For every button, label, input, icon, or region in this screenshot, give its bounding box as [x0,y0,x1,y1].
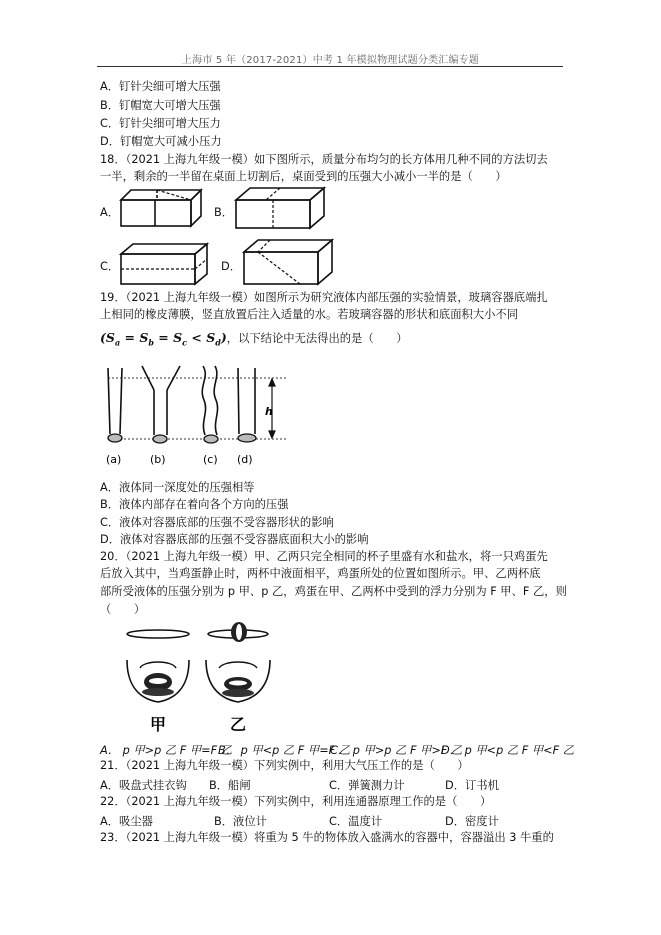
q22-option-d: D．密度计 [445,815,499,828]
q19-stem-line1: 19．（2021 上海九年级一模）如图所示为研究液体内部压强的实验情景，玻璃容器底端扎 [100,291,548,304]
q20-option-b: B． p 甲<p 乙 F 甲=F 乙 [218,744,351,757]
q18-stem-line2: 一半，剩余的一半留在桌面上切割后，桌面受到的压强大小减小一半的是（ ） [100,170,507,183]
q21-option-b: B．船闸 [209,779,251,792]
q22-option-b: B．液位计 [214,815,267,828]
q20-stem-line3: 部所受液体的压强分别为 p 甲、p 乙，鸡蛋在甲、乙两杯中受到的浮力分别为 F 甲、F 乙，则 [100,585,567,598]
page-header: 上海市 5 年（2017-2021）中考 1 年模拟物理试题分类汇编专题 [181,55,480,66]
q18-label-c: C． [100,260,120,273]
q21-option-c: C．弹簧测力计 [329,779,405,792]
q18-box-c-figure [117,240,217,290]
q19-stem-line3 [100,331,408,350]
q19-fig-label-a: (a) [106,453,122,466]
q17-option-a: A．钉针尖细可增大压强 [100,80,221,93]
q19-stem-line3-text: ，以下结论中无法得出的是（ ） [226,332,408,345]
q20-fig-label-yi: 乙 [230,715,247,734]
q22-option-c: C．温度计 [329,815,383,828]
q19-option-d: D．液体对容器底部的压强不受容器底面积大小的影响 [100,533,369,546]
q18-box-d-figure [240,236,340,290]
q17-option-b: B．钉帽宽大可增大压强 [100,99,221,112]
q22-option-a: A．吸尘器 [100,815,153,828]
q20-stem-line1: 20．（2021 上海九年级一模）甲、乙两只完全相同的杯子里盛有水和盐水，将一只鸡蛋先 [100,550,548,563]
q18-label-a: A． [100,206,120,219]
q19-fig-label-d: (d) [237,453,253,466]
q22-stem: 22．（2021 上海九年级一模）下列实例中，利用连通器原理工作的是（ ） [100,795,492,808]
q20-stem-line4: （ ） [100,603,146,616]
q19-fig-label-c: (c) [203,453,218,466]
q18-label-b: B． [214,206,234,219]
q21-option-a: A．吸盘式挂衣钩 [100,779,187,792]
q19-option-a: A．液体同一深度处的压强相等 [100,481,255,494]
q20-option-a: A． p 甲>p 乙 F 甲=F 乙 [100,744,233,757]
q21-option-d: D．订书机 [445,779,499,792]
header-rule [97,66,563,67]
q20-option-c: C． p 甲>p 乙 F 甲>F 乙 [330,744,463,757]
q21-stem: 21．（2021 上海九年级一模）下列实例中，利用大气压工作的是（ ） [100,759,469,772]
q20-stem-line2: 后放入其中，当鸡蛋静止时，两杯中液面相平，鸡蛋所处的位置如图所示。甲、乙两杯底 [100,567,541,580]
q18-label-d: D． [221,260,241,273]
q19-option-c: C．液体对容器底部的压强不受容器形状的影响 [100,516,334,529]
q23-stem: 23．（2021 上海九年级一模）将重为 5 牛的物体放入盛满水的容器中，容器溢出 3 牛重的 [100,831,554,844]
q19-stem-line2: 上相同的橡皮薄膜，竖直放置后注入适量的水。若玻璃容器的形状和底面积大小不同 [100,308,518,321]
q19-tubes-figure [100,362,290,474]
q19-formula: $(S_a = S_b = S_c < S_d)$ [100,330,227,348]
q17-option-c: C．钉针尖细可增大压力 [100,117,221,130]
q17-option-d: D．钉帽宽大可减小压力 [100,135,222,148]
q19-h-label: h [265,405,273,418]
q18-stem-line1: 18．（2021 上海九年级一模）如下图所示，质量分布均匀的长方体用几种不同的方法切去 [100,153,548,166]
q20-fig-label-jia: 甲 [150,715,167,734]
q20-option-d: D． p 甲<p 乙 F 甲<F 乙 [441,744,574,757]
q18-box-a-figure [117,186,212,231]
q20-cups-figure [118,620,278,738]
q18-box-b-figure [232,186,332,236]
q19-option-b: B．液体内部存在着向各个方向的压强 [100,498,289,511]
q19-fig-label-b: (b) [150,453,166,466]
